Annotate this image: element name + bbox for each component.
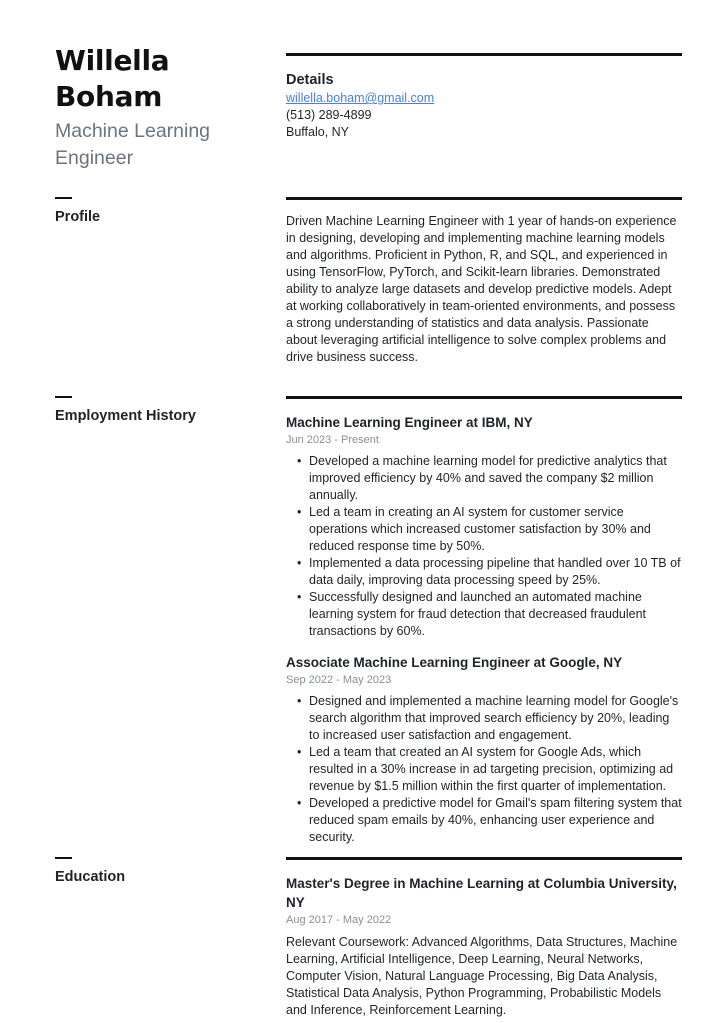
job-bullets [286,693,682,846]
resume-header [55,43,255,172]
education-section [286,857,682,1019]
bullet-item: • Designed and implemented a machine learning model for Google's search algorithm that improved search efficiency by 20%, leading to increased user satisfaction and engagement. [297,694,679,742]
bullet-dot: • [297,454,302,468]
section-divider [286,396,682,399]
employment-section [286,396,682,846]
candidate-title-line2: Engineer [55,147,134,169]
bullet-item: • Developed a predictive model for Gmail's spam filtering system that reduced spam emails by 40%, enhancing user experience and security. [297,796,682,844]
profile-section [286,197,682,366]
short-divider [55,857,72,859]
bullet-item: • Led a team in creating an AI system for customer service operations which increased customer satisfaction by 30% and reduced response time by 50%. [297,505,651,553]
bullet-dot: • [297,745,302,759]
job-title: Machine Learning Engineer at IBM, NY [286,415,533,430]
job-bullets [286,453,682,640]
profile-summary: Driven Machine Learning Engineer with 1 year of hands-on experience in designing, developing and implementing machine learning models and algorithms. Proficient in Python, R, and SQL, and experienced in using TensorFlow, PyTorch, and Scikit-learn libraries. Demonstrated ability to analyze large datasets and develop predictive models. Adept at working collaboratively in team-oriented environments, and possess a strong understanding of statistics and data analysis. Passionate about leveraging artificial intelligence to solve complex problems and drive business success. [286,214,677,364]
employment-label: Employment History [55,408,196,424]
location: Buffalo, NY [286,125,350,139]
section-divider [286,197,682,200]
bullet-item: • Led a team that created an AI system for Google Ads, which resulted in a 30% increase in ad targeting precision, optimizing ad revenue by $1.5 million within the first quarter of implementation. [297,745,674,793]
email-link[interactable]: willella.boham@gmail.com [286,91,435,105]
job-dates: Sep 2022 - May 2023 [286,674,392,686]
job-dates: Jun 2023 - Present [286,434,379,446]
candidate-first-name: Willella [55,44,170,77]
education-label: Education [55,869,126,885]
job-entry [286,413,682,640]
bullet-item: • Successfully designed and launched an automated machine learning system for fraud detection that decreased fraudulent transactions by 60%. [297,590,647,638]
bullet-dot: • [297,505,302,519]
section-divider [286,53,682,56]
details-heading: Details [286,72,334,88]
bullet-dot: • [297,694,302,708]
candidate-last-name: Boham [55,80,163,113]
profile-label-block [55,197,255,225]
bullet-dot: • [297,590,302,604]
coursework: Relevant Coursework: Advanced Algorithms, Data Structures, Machine Learning, Artificial Intelligence, Deep Learning, Neural Networks, Computer Vision, Natural Language Processing, Big Data Analysis, Statistical Data Analysis, Python Programming, Probabilistic Models and Inference, Reinforcement Learning. [286,935,678,1017]
job-entry [286,653,682,846]
job-title: Associate Machine Learning Engineer at Google, NY [286,655,623,670]
short-divider [55,197,72,199]
candidate-title-line1: Machine Learning [55,120,211,142]
education-dates: Aug 2017 - May 2022 [286,914,392,926]
bullet-item: • Developed a machine learning model for predictive analytics that improved efficiency by 40% and saved the company $2 million annually. [297,454,667,502]
section-divider [286,857,682,860]
bullet-item: • Implemented a data processing pipeline that handled over 10 TB of data daily, improving data processing speed by 25%. [297,556,681,587]
phone-number: (513) 289-4899 [286,108,372,122]
employment-label-block [55,396,255,424]
bullet-dot: • [297,796,302,810]
bullet-dot: • [297,556,302,570]
short-divider [55,396,72,398]
details-section [286,53,682,141]
degree-title: Master's Degree in Machine Learning at Columbia University, NY [286,876,677,910]
profile-label: Profile [55,209,101,225]
education-label-block [55,857,255,885]
